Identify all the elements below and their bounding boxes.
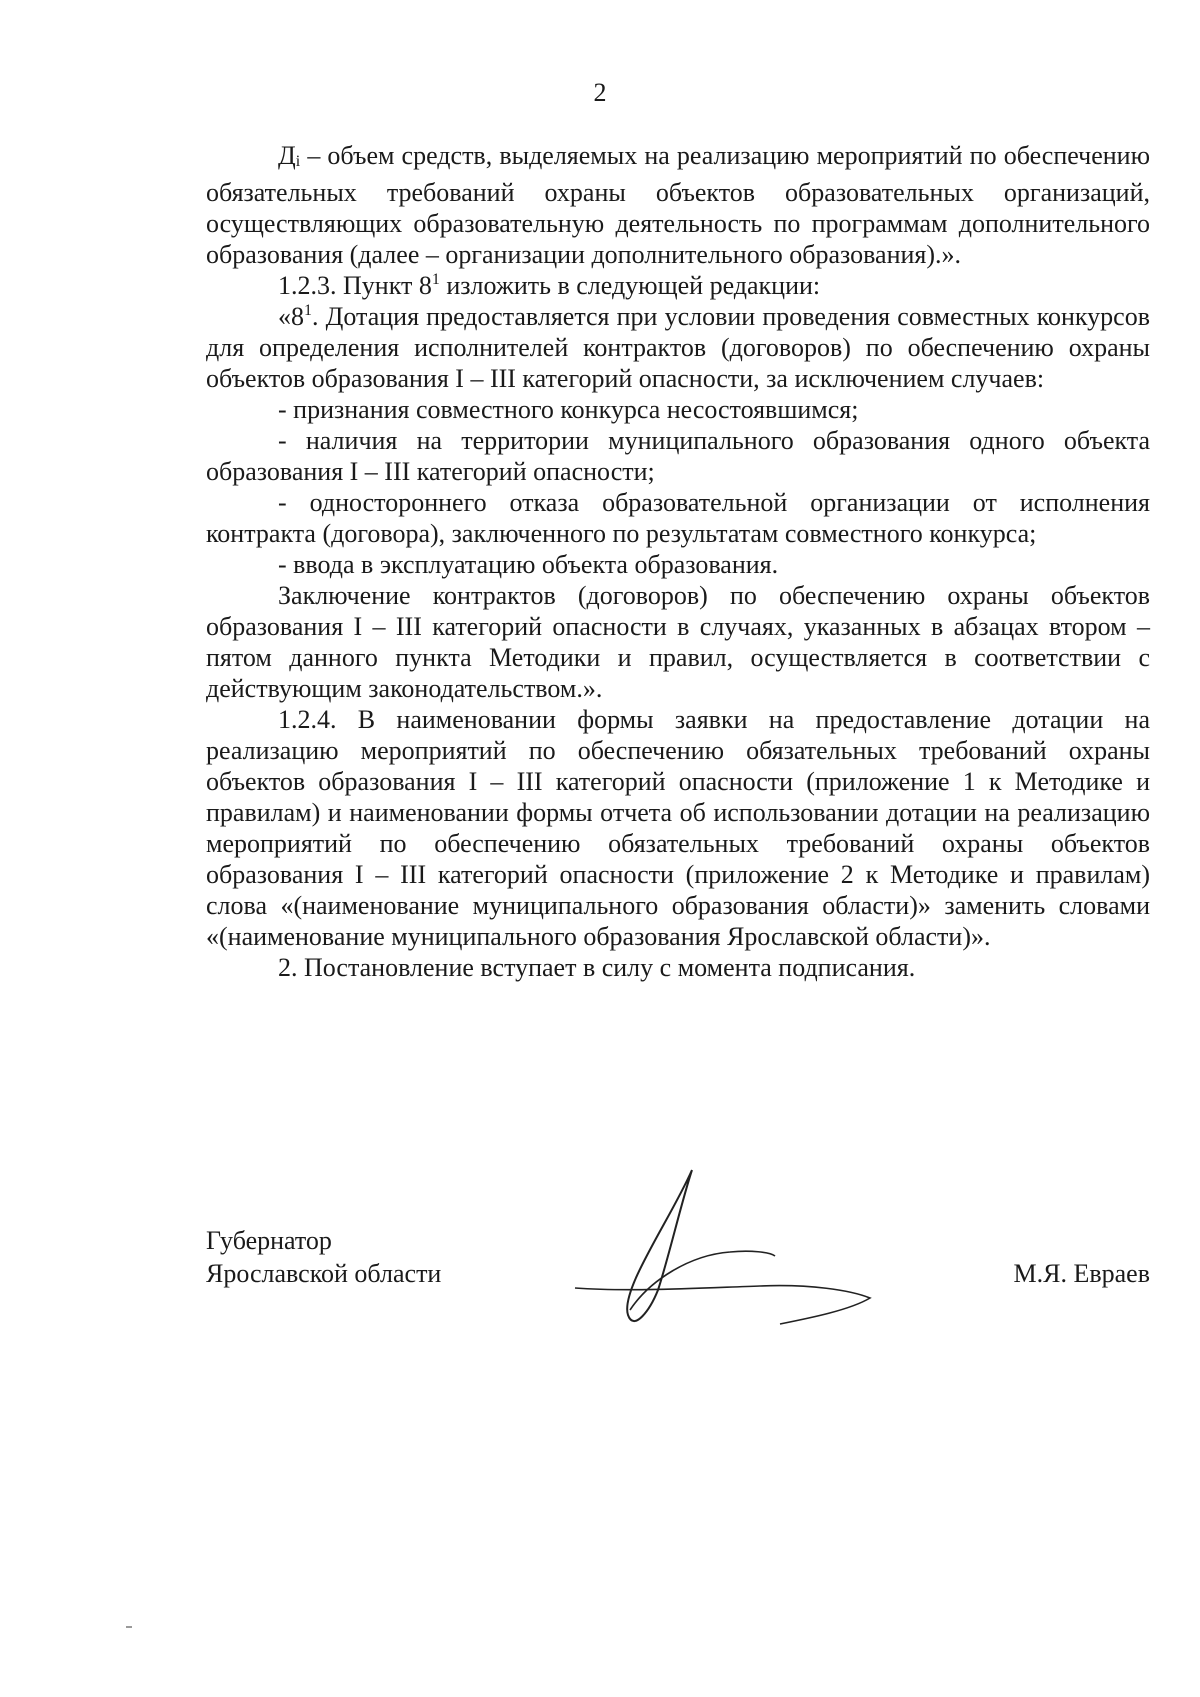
variable-d: Д (278, 141, 296, 170)
signer-name: М.Я. Евраев (1013, 1259, 1150, 1288)
paragraph-1-2-3 (206, 270, 1150, 301)
paragraph-contracts: Заключение контрактов (договоров) по обеспечению охраны объектов образования I – III категорий опасности в случаях, указанных в абзацах втором – пятом данного пункта Методики и правил, осуществляется в соответствии с действующим законодательством.». (206, 581, 1150, 703)
superscript: 1 (304, 302, 312, 319)
list-item-recognition: - признания совместного конкурса несостоявшимся; (278, 395, 859, 424)
paragraph-definition (206, 140, 1150, 270)
list-item-commissioning: - ввода в эксплуатацию объекта образования. (278, 550, 779, 579)
definition-text: – объем средств, выделяемых на реализацию мероприятий по обеспечению обязательных требований охраны объектов образовательных организаций, осуществляющих образовательную деятельность по программам дополнительного образования (далее – организации дополнительного образования).». (206, 141, 1150, 269)
position-line-1: Губернатор (206, 1226, 332, 1255)
list-item-single-object: - наличия на территории муниципального образования одного объекта образования I – III категорий опасности; (206, 426, 1150, 486)
handwritten-signature (550, 1160, 930, 1340)
document-body (206, 140, 1150, 983)
position-line-2: Ярославской области (206, 1259, 442, 1288)
paragraph-text: . Дотация предоставляется при условии проведения совместных конкурсов для определения исполнителей контрактов (договоров) по обеспечению охраны объектов образования I – III категорий опасности, за исключением случаев: (206, 302, 1150, 393)
paragraph-1-2-4: 1.2.4. В наименовании формы заявки на предоставление дотации на реализацию мероприятий по обеспечению обязательных требований охраны объектов образования I – III категорий опасности (приложение 1 к Методике и правилам) и наименовании формы отчета об использовании дотации на реализацию мероприятий по обеспечению обязательных требований охраны объектов образования I – III категорий опасности (приложение 2 к Методике и правилам) слова «(наименование муниципального образования области)» заменить словами «(наименование муниципального образования Ярославской области)». (206, 705, 1150, 951)
paragraph-point-8-1 (206, 301, 1150, 394)
page-number: 2 (593, 78, 607, 107)
paragraph-text: изложить в следующей редакции: (439, 271, 821, 300)
paragraph-text: «8 (278, 302, 304, 331)
paragraph-text: 1.2.3. Пункт 8 (278, 271, 432, 300)
margin-mark (126, 1626, 132, 1628)
superscript: 1 (431, 271, 440, 288)
paragraph-2: 2. Постановление вступает в силу с момента подписания. (278, 953, 916, 982)
variable-subscript: i (295, 153, 301, 170)
signatory-position (206, 1224, 441, 1290)
list-item-unilateral-refusal: - одностороннего отказа образовательной организации от исполнения контракта (договора), заключенного по результатам совместного конкурса; (206, 488, 1150, 548)
